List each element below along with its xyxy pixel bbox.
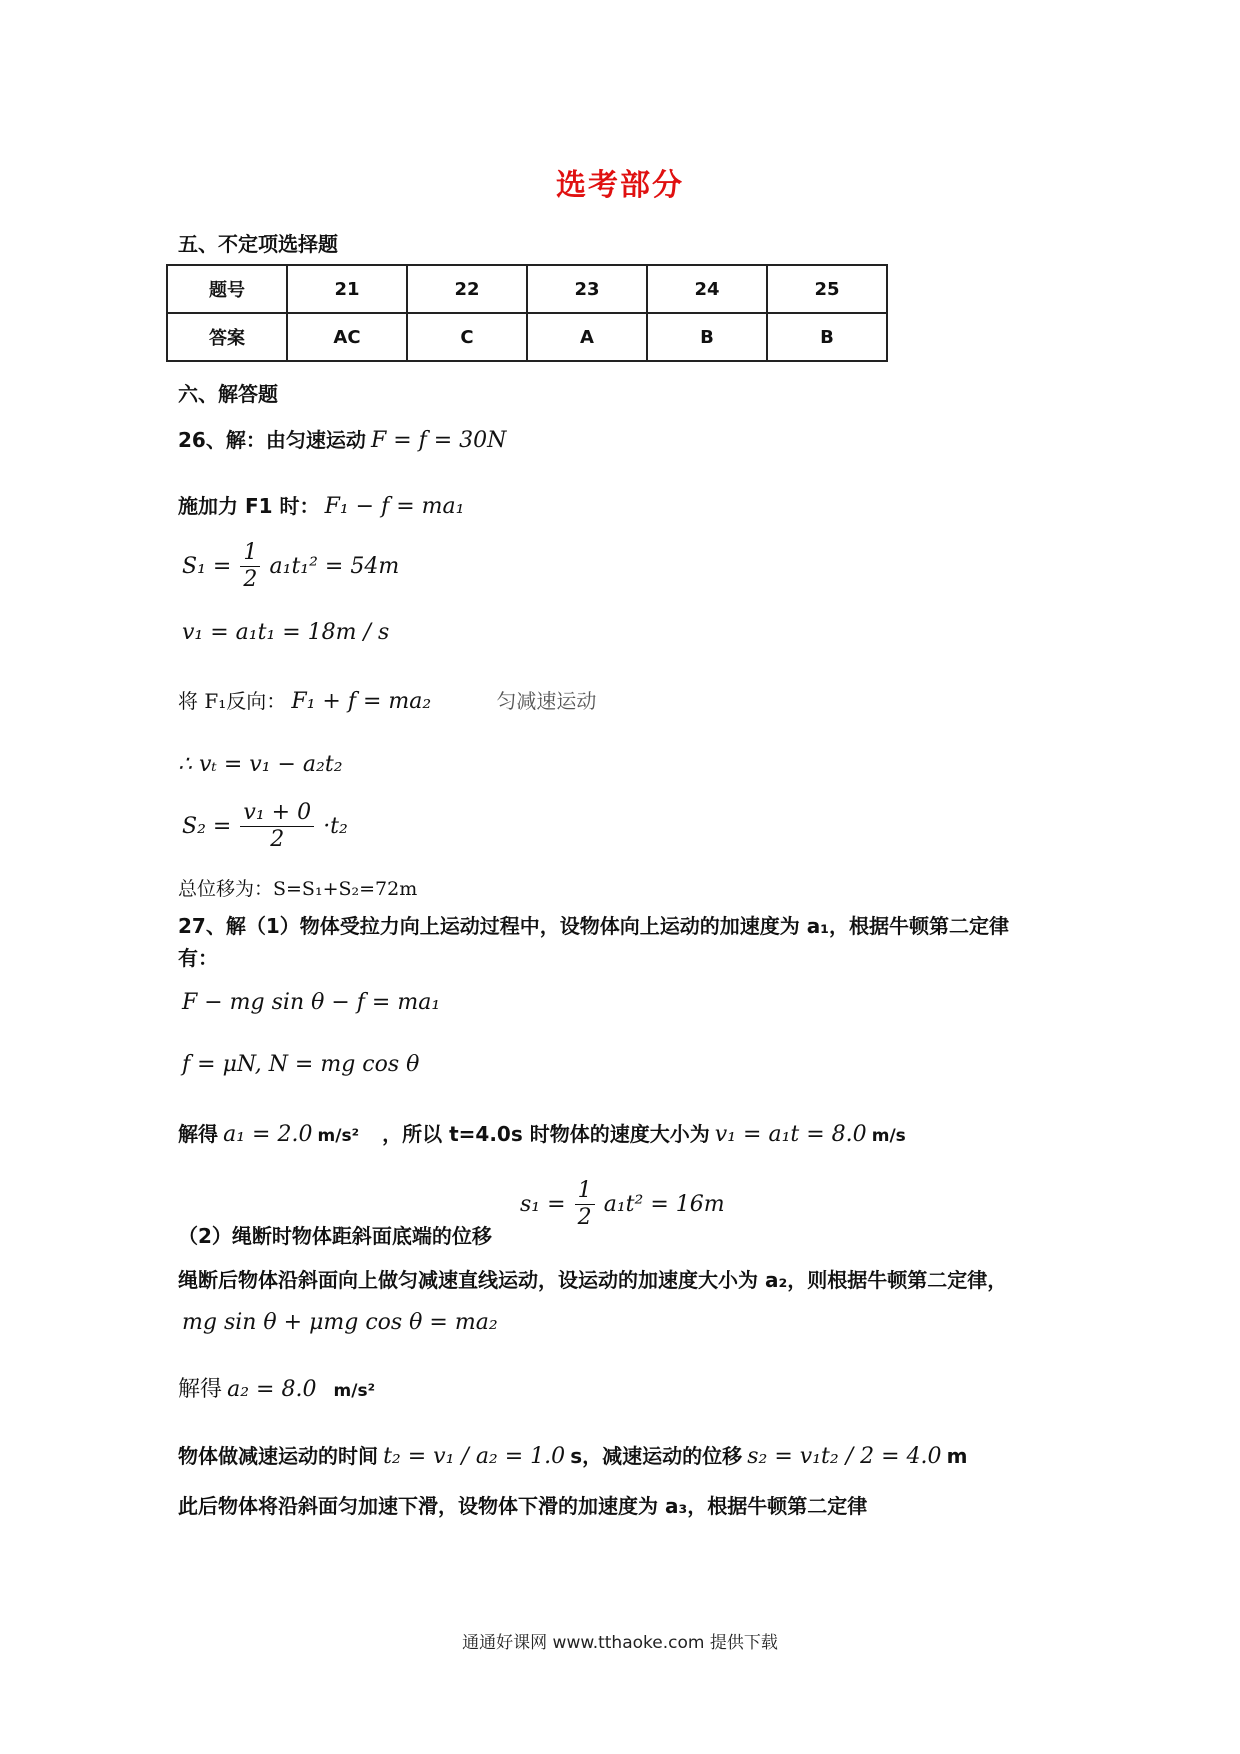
q27-after-text: 绳断后物体沿斜面向上做匀减速直线运动，设运动的加速度大小为 a₂，则根据牛顿第二定律，: [178, 1268, 1008, 1292]
answer-cell: A: [527, 313, 647, 361]
q26-s2-lhs: S₂ =: [182, 814, 232, 839]
q26-apply-line: [178, 490, 464, 519]
q26-reverse-label: 将 F₁反向：: [178, 689, 287, 713]
q27-s2-unit: m: [946, 1444, 968, 1468]
q27-t2-value: t₂ = v₁ / a₂ = 1.0: [383, 1444, 566, 1469]
q27-solve-label: 解得: [178, 1122, 218, 1146]
q27-so-text: ，所以 t=4.0s 时物体的速度大小为: [382, 1122, 710, 1146]
q27-intro-line1: 27、解（1）物体受拉力向上运动过程中，设物体向上运动的加速度为 a₁，根据牛顿第二定律: [178, 914, 1009, 938]
q26-decel-note: 匀减速运动: [496, 689, 597, 713]
fraction-denominator: 2: [270, 827, 285, 852]
fraction-denominator: 2: [243, 567, 258, 592]
answer-label-cell: 答案: [167, 313, 287, 361]
q27-v1-value: v₁ = a₁t = 8.0: [714, 1122, 867, 1147]
q27-s1-rhs: a₁t² = 16m: [603, 1192, 725, 1217]
q26-s2-equation: [182, 800, 348, 853]
q27-s1-fraction: [575, 1178, 595, 1231]
q27-solve2-line: [178, 1372, 375, 1403]
fraction-numerator: v₁ + 0: [240, 800, 314, 827]
q26-eq-newton1: F₁ − f = ma₁: [324, 494, 465, 519]
q27-a1-value: a₁ = 2.0: [223, 1122, 313, 1147]
q27-s1-equation: [520, 1178, 725, 1231]
q26-s1-rhs: a₁t₁² = 54m: [269, 554, 400, 579]
fraction-denominator: 2: [577, 1205, 592, 1230]
answer-cell: B: [767, 313, 887, 361]
q27-s1-lhs: s₁ =: [520, 1192, 566, 1217]
question-number-cell: 23: [527, 265, 647, 313]
q27-eq2: f = μN, N = mg cos θ: [182, 1052, 420, 1077]
answer-cell: C: [407, 313, 527, 361]
q26-v1-equation: v₁ = a₁t₁ = 18m / s: [182, 620, 390, 645]
q26-intro-line: [178, 424, 506, 453]
q27-s2-value: s₂ = v₁t₂ / 2 = 4.0: [747, 1444, 942, 1469]
q26-total-displacement: 总位移为：S=S₁+S₂=72m: [178, 878, 418, 900]
page-title: 选考部分: [556, 168, 684, 203]
q26-vt-equation: ∴ vₜ = v₁ − a₂t₂: [178, 752, 343, 777]
question-number-cell: 22: [407, 265, 527, 313]
q27-time-line: [178, 1440, 967, 1469]
q26-reverse-line: [178, 685, 596, 714]
header-label-cell: 题号: [167, 265, 287, 313]
q27-solve2-label: 解得: [178, 1377, 223, 1402]
q27-part2-label: （2）绳断时物体距斜面底端的位移: [178, 1224, 492, 1248]
question-number-cell: 24: [647, 265, 767, 313]
q27-t2-unit: s，减速运动的位移: [570, 1444, 743, 1468]
q27-eq1: F − mg sin θ − f = ma₁: [182, 990, 441, 1015]
q27-a2-unit: m/s²: [333, 1381, 376, 1401]
answer-cell: AC: [287, 313, 407, 361]
q26-eq-newton2: F₁ + f = ma₂: [291, 689, 432, 714]
q27-a1-unit: m/s²: [317, 1126, 360, 1146]
table-row: [167, 313, 887, 361]
q27-solve-line: [178, 1118, 906, 1147]
q26-s2-fraction: [240, 800, 314, 853]
fraction-numerator: 1: [240, 540, 260, 567]
footer-download-note: 通通好课网 www.tthaoke.com 提供下载: [462, 1633, 778, 1653]
question-number-cell: 25: [767, 265, 887, 313]
q26-s1-fraction: [240, 540, 260, 593]
section-heading-problems: 六、解答题: [178, 382, 278, 406]
q26-s1-equation: [182, 540, 399, 593]
section-heading-multiple-choice: 五、不定项选择题: [178, 232, 338, 256]
q26-eq-uniform: F = f = 30N: [370, 428, 507, 453]
answer-table: [166, 264, 888, 362]
q26-intro: 26、解：由匀速运动: [178, 428, 366, 452]
answer-cell: B: [647, 313, 767, 361]
q27-intro-line2: 有：: [178, 946, 218, 970]
q26-s2-rhs: ·t₂: [323, 814, 348, 839]
q27-last-line: 此后物体将沿斜面匀加速下滑，设物体下滑的加速度为 a₃，根据牛顿第二定律: [178, 1494, 868, 1518]
q27-v1-unit: m/s: [871, 1126, 906, 1146]
q26-s1-lhs: S₁ =: [182, 554, 232, 579]
q27-a2-value: a₂ = 8.0: [227, 1377, 317, 1402]
q26-apply-label: 施加力 F1 时：: [178, 494, 320, 518]
fraction-numerator: 1: [575, 1178, 595, 1205]
table-row: [167, 265, 887, 313]
q27-eq3: mg sin θ + μmg cos θ = ma₂: [182, 1310, 498, 1335]
question-number-cell: 21: [287, 265, 407, 313]
q27-time-label: 物体做减速运动的时间: [178, 1444, 378, 1468]
